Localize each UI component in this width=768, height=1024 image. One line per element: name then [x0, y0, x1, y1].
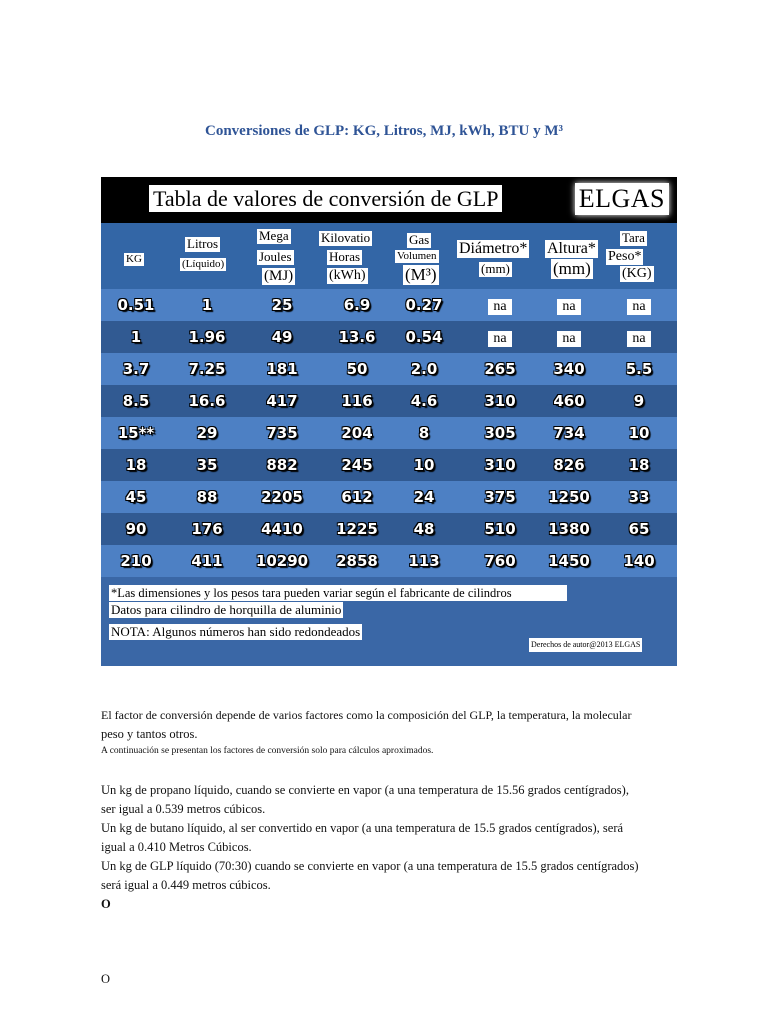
cell-mj: 4410	[261, 520, 303, 538]
cell-m3: 24	[413, 488, 435, 506]
cell-m3: 10	[413, 456, 435, 474]
cell-diametro: 310	[484, 392, 516, 410]
paragraph-approx-note: A continuación se presentan los factores de conversión solo para cálculos aproximados.	[101, 746, 434, 756]
cell-kwh: 245	[341, 456, 373, 474]
cell-mj: 10290	[255, 552, 309, 570]
cell-kwh: 50	[346, 360, 368, 378]
cell-kwh: 612	[341, 488, 373, 506]
cell-litros: 16.6	[188, 392, 226, 410]
cell-altura: 1380	[548, 520, 590, 538]
separator-o-bold: O	[101, 897, 111, 911]
cell-altura: 340	[553, 360, 585, 378]
cell-tara: 65	[628, 520, 650, 538]
cell-m3: 4.6	[410, 392, 438, 410]
header-diametro-unit: (mm)	[481, 261, 510, 276]
cell-diametro: 760	[484, 552, 516, 570]
cell-diametro: 375	[484, 488, 516, 506]
table-header-bar	[101, 177, 677, 223]
table-row	[101, 481, 677, 513]
cell-kwh: 1225	[336, 520, 378, 538]
cell-mj: 181	[266, 360, 298, 378]
cell-litros: 7.25	[188, 360, 226, 378]
cell-mj: 49	[271, 328, 293, 346]
table-row	[101, 321, 677, 353]
header-liquido: (Líquido)	[182, 258, 225, 270]
cell-kg: 90	[125, 520, 147, 538]
cell-altura: 1250	[548, 488, 590, 506]
cell-tara: 18	[628, 456, 650, 474]
cell-mj: 417	[266, 392, 298, 410]
header-litros: Litros	[187, 236, 219, 251]
cell-kg: 0.51	[117, 296, 155, 314]
cell-kg: 45	[125, 488, 147, 506]
cell-altura: 826	[553, 456, 585, 474]
header-altura-unit: (mm)	[553, 259, 591, 278]
cell-tara	[607, 289, 671, 321]
cell-litros: 411	[191, 552, 223, 570]
cell-mj: 25	[271, 296, 293, 314]
cell-tara: 5.5	[625, 360, 653, 378]
na-label: na	[627, 299, 650, 315]
table-row	[101, 353, 677, 385]
cell-altura	[534, 321, 604, 353]
cell-m3: 8	[418, 424, 430, 442]
table-row	[101, 449, 677, 481]
na-label: na	[488, 331, 511, 347]
cell-diametro: 510	[484, 520, 516, 538]
cell-kwh: 204	[341, 424, 373, 442]
note-dimensions: *Las dimensiones y los pesos tara pueden variar según el fabricante de cilindros	[109, 585, 567, 601]
cell-kg: 3.7	[122, 360, 150, 378]
note-aluminium: Datos para cilindro de horquilla de aluminio	[111, 602, 342, 617]
header-m3: (M³)	[405, 265, 437, 284]
cell-diametro	[465, 289, 535, 321]
cell-litros: 88	[196, 488, 218, 506]
cell-mj: 2205	[261, 488, 303, 506]
na-label: na	[557, 299, 580, 315]
cell-litros: 176	[191, 520, 223, 538]
cell-tara: 33	[628, 488, 650, 506]
cell-m3: 2.0	[410, 360, 438, 378]
cell-mj: 882	[266, 456, 298, 474]
header-kwh: (kWh)	[329, 268, 366, 283]
conversion-table	[101, 177, 677, 666]
table-title: Tabla de valores de conversión de GLP	[149, 185, 502, 212]
cell-kwh: 116	[341, 392, 373, 410]
cell-altura	[534, 289, 604, 321]
header-horas: Horas	[329, 249, 361, 264]
cell-altura: 460	[553, 392, 585, 410]
paragraph-glp-line2: será igual a 0.449 metros cúbicos.	[101, 878, 271, 892]
cell-diametro: 305	[484, 424, 516, 442]
cell-altura: 734	[553, 424, 585, 442]
cell-tara: 10	[628, 424, 650, 442]
paragraph-factor-line2: peso y tantos otros.	[101, 727, 198, 741]
cell-litros: 29	[196, 424, 218, 442]
cell-kwh: 2858	[336, 552, 378, 570]
cell-tara	[607, 321, 671, 353]
cell-litros: 35	[196, 456, 218, 474]
table-row	[101, 513, 677, 545]
cell-kg: 210	[120, 552, 152, 570]
cell-kg: 15**	[117, 424, 155, 442]
copyright: Derechos de autor@2013 ELGAS	[529, 638, 642, 652]
cell-litros: 1.96	[188, 328, 226, 346]
notes-area	[101, 577, 677, 666]
header-altura: Altura*	[547, 240, 596, 257]
cell-diametro	[465, 321, 535, 353]
paragraph-propano-line1: Un kg de propano líquido, cuando se convierte en vapor (a una temperatura de 15.56 grados centígrados),	[101, 783, 629, 797]
elgas-logo: ELGAS	[575, 183, 669, 215]
header-peso: Peso*	[608, 249, 642, 264]
header-volumen: Volumen	[397, 250, 437, 262]
cell-kwh: 6.9	[343, 296, 371, 314]
paragraph-butano-line2: igual a 0.410 Metros Cúbicos.	[101, 840, 252, 854]
cell-tara: 140	[623, 552, 655, 570]
header-diametro: Diámetro*	[459, 240, 528, 257]
na-label: na	[557, 331, 580, 347]
paragraph-propano-line2: ser igual a 0.539 metros cúbicos.	[101, 802, 266, 816]
cell-m3: 113	[408, 552, 440, 570]
cell-kg: 8.5	[122, 392, 150, 410]
header-gas: Gas	[409, 232, 430, 247]
note-rounded: NOTA: Algunos números han sido redondeados	[111, 624, 361, 639]
cell-kg: 18	[125, 456, 147, 474]
paragraph-glp-line1: Un kg de GLP líquido (70:30) cuando se convierte en vapor (a una temperatura de 15.5 grados centígrados)	[101, 859, 639, 873]
cell-diametro: 310	[484, 456, 516, 474]
page-title: Conversiones de GLP: KG, Litros, MJ, kWh, BTU y M³	[205, 123, 563, 139]
cell-m3: 0.54	[405, 328, 443, 346]
cell-kg: 1	[130, 328, 142, 346]
header-kg-tara: (KG)	[622, 266, 652, 281]
header-tara: Tara	[622, 230, 645, 245]
na-label: na	[627, 331, 650, 347]
header-joules: Joules	[259, 249, 292, 264]
na-label: na	[488, 299, 511, 315]
cell-diametro: 265	[484, 360, 516, 378]
cell-tara: 9	[633, 392, 645, 410]
cell-m3: 0.27	[405, 296, 443, 314]
cell-kwh: 13.6	[338, 328, 376, 346]
cell-mj: 735	[266, 424, 298, 442]
cell-litros: 1	[201, 296, 213, 314]
cell-m3: 48	[413, 520, 435, 538]
paragraph-factor-line1: El factor de conversión depende de varios factores como la composición del GLP, la temperatura, la molecular	[101, 708, 632, 722]
header-kg: KG	[126, 253, 142, 265]
header-kilovatio: Kilovatio	[321, 230, 371, 245]
cell-altura: 1450	[548, 552, 590, 570]
header-mj: (MJ)	[264, 268, 294, 284]
header-mega: Mega	[259, 228, 289, 243]
separator-o: O	[101, 972, 111, 986]
paragraph-butano-line1: Un kg de butano líquido, al ser convertido en vapor (a una temperatura de 15.5 grados centígrados), será	[101, 821, 624, 835]
table-row	[101, 417, 677, 449]
table-row	[101, 385, 677, 417]
table-row	[101, 289, 677, 321]
table-row	[101, 545, 677, 577]
